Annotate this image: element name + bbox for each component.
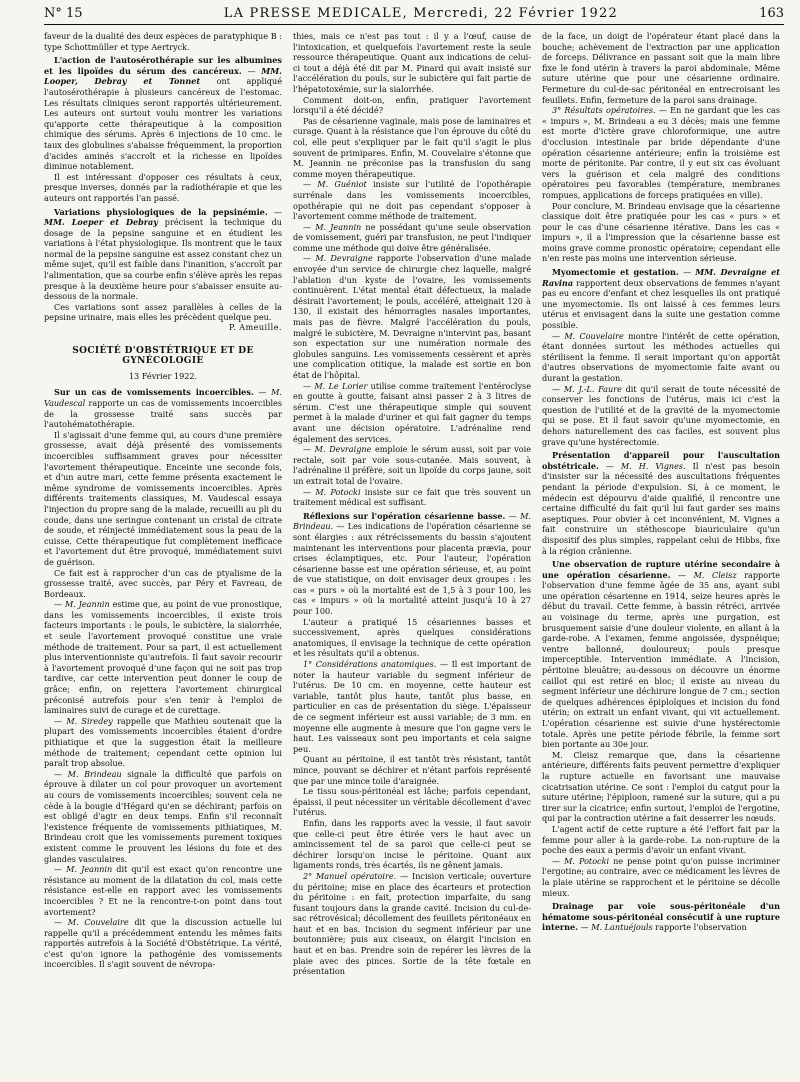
page-number: 163 (759, 6, 784, 21)
article-body: précisent la technique du dosage de la pepsine sanguine et en étudient les variations à l'état physiologique. Ils montrent que le taux normal de la pepsine sanguine est assez constant chez un même sujet, qu'il est faible dans l'inanition, s'accroît par l'alimentation, que sa courbe enfin s'élève après les repas presque à la deuxième heure pour s'abaisser ensuite au-dessous de la normale. (44, 217, 282, 302)
column-2 (293, 31, 531, 977)
paragraph: M. Cleisz remarque que, dans la césarienne antérieure, différents faits peuvent permettre d'expliquer la rupture actuelle en favorisant une mauvaise cicatrisation utérine. Ce sont : l'emploi du catgut pour la suture utérine; l'épiploon, ramené sur la suture, qui a pu tirer sur la cicatrice; enfin surtout, l'emploi de l'ergotine, qui par la contraction utérine a fait desserrer les nœuds. (542, 749, 780, 824)
article-title: Présentation d'appareil pour l'auscultation obstétricale. (542, 450, 780, 471)
paragraph: faveur de la dualité des deux espèces de paratyphique B : type Schottmüller et type Aertryck. (44, 31, 282, 52)
paragraph: — M. Couvelaire montre l'intérêt de cette opération, étant données surtout les méthodes actuelles qui stérilisent la femme. Il serait important qu'on apportât d'autres observations de myomectomie faite avant ou durant la gestation. (542, 330, 780, 383)
author: M. Cleisz (693, 569, 737, 580)
author: M. Devraigne (315, 253, 373, 264)
article-body: rapporte l'observation d'une femme âgée de 35 ans, ayant subi une opération césarienne en 1914, seize heures après le début du travail. Cette femme, à bassin rétréci, arrivée au voisinage du terme, après une purgation, est brusquement saisie d'une douleur violente, en allant à la garde-robe. A l'examen, femme angoissée, dyspnéique; ventre ballonné, douloureux; pouls presque imperceptible. Intervention immédiate. A l'incision, péritoine bleuâtre; au-dessous on découvre un énorme caillot qui est retiré en bloc; il existe au niveau du segment inférieur une déchirure longue de 7 cm.; section de quelques adhérences épiploïques et incision du fond utérin; on extrait un enfant vivant, qui vit actuellement. L'opération césarienne est suivie d'une hystérectomie totale. Après une petite période fébrile, la femme sort bien portante au 30e jour. (542, 569, 780, 750)
paragraph-body: estime que, au point de vue pronostique, dans les vomissements incoercibles, il existe trois facteurs importants : le pouls, le subictère, la sialorrhée, et seule l'avortement provoqué constitue une vraie méthode de traitement. Pour sa part, il est actuellement plus interventionniste qu'autrefois. Il faut savoir recourir à l'avortement provoqué d'une façon qui ne soit pas trop tardive, car cette intervention peut donner le coup de grâce; enfin, on rejettera l'avortement chirurgical préconisé autrefois pour s'en tenir à l'emploi de laminaires suivi de curage et de curettage. (44, 599, 282, 716)
paragraph-body: rappelle que Mathieu soutenait que la plupart des vomissements incoercibles étaient d'ordre pithiatique et que la suggestion était la meilleure méthode de traitement; cependant cette opinion lui paraît trop absolue. (44, 715, 283, 769)
paragraph-body: — Il est important de noter la hauteur variable du segment inférieur de l'utérus. De 10 cm. en moyenne, cette hauteur est variable, tantôt plus haute, tantôt plus basse, en particulier en cas de présentation du siège. L'épaisseur de ce segment inférieur est aussi variable; de 3 mm. en moyenne elle augmente à mesure que l'on gagne vers le haut. Les vaisseaux sont peu importants et cela saigne peu. (293, 659, 531, 754)
paragraph-body: — En ne gardant que les cas « impurs », M. Brindeau a eu 3 décès; mais une femme est morte d'ictère grave chloroformique, une autre d'occlusion intestinale par bride dépendante d'une opération césarienne antérieure; enfin la troisième est morte de péritonite. Par contre, il y eut six cas évoluant vers la guérison et cela malgré des conditions opératoires peu favorables (température, membranes rompues, applications de forceps pratiquées en ville). (542, 105, 780, 200)
paragraph: Enfin, dans les rapports avec la vessie, il faut savoir que celle-ci peut être étirée vers le haut avec un amincissement tel de sa paroi que celle-ci peut se déchirer lorsqu'on incise le péritoine. Quant aux ligaments ronds, très écartés, ils ne gênent jamais. (293, 817, 531, 871)
paragraph: Ces variations sont assez parallèles à celles de la pepsine urinaire, mais elles les précèdent quelque peu. (44, 301, 282, 323)
subsection-label: 3° Résultats opératoires. (552, 105, 656, 116)
author: M. J.-L. Faure (563, 383, 622, 394)
paragraph: de la face, un doigt de l'opérateur étant placé dans la bouche; achèvement de l'extraction par une application de forceps. Délivrance en passant soit que la main libre fixe le fond utérin à travers la paroi abdominale. Même suture utérine que pour une césarienne ordinaire. Fermeture du cul-de-sac péritonéal en entrecroisant les feuillets. Enfin, fermeture de la paroi sans drainage. (542, 31, 780, 105)
paragraph-body: utilise comme traitement l'entéroclyse en goutte à goutte, faisant ainsi passer 2 à 3 litres de sérum. C'est une thérapeutique simple qui souvent permet à la malade d'uriner et qui fait gagner du temps avant une décision opératoire. L'adrénaline rend également des services. (293, 380, 531, 444)
paragraph (293, 871, 531, 977)
paragraph-body: dit qu'il serait de toute nécessité de conserver les fonctions de l'utérus, mais ici c'est la question de l'utilité et de la gravité de la myomectomie qui se pose. Et il faut savoir qu'une myomectomie, en dehors naturellement des cas faciles, est souvent plus grave qu'une hystérectomie. (542, 383, 781, 447)
author: M. H. Vignes. (620, 460, 686, 471)
paragraph-body: emploie le sérum aussi, soit par voie rectale, soit par voie sous-cutanée. Mais souvent, à l'adrénaline il préfère, soit un lipoïde du corps jaune, soit un extrait total de l'ovaire. (293, 444, 531, 486)
paragraph: Il s'agissait d'une femme qui, au cours d'une première grossesse, avait déjà présenté des vomissements incoercibles suffisamment graves pour nécessiter l'avortement thérapeutique. Enceinte une seconde fois, et d'un autre mari, cette femme présenta exactement le même syndrome de vomissements incoercibles. Après différents traitements classiques, M. Vaudescal essaya l'injection du propre sang de la malade, recueilli au pli du coude, dans une seringue contenant un cristal de citrate de soude, et réinjecté immédiatement sous la peau de la cuisse. Cette thérapeutique fut complètement inefficace et l'avortement dut être provoqué, immédiatement suivi de guérison. (44, 429, 282, 567)
journal-title: LA PRESSE MEDICALE, Mercredi, 22 Février 1922 (223, 6, 618, 21)
paragraph-body: ne pense point qu'on puisse incriminer l'ergotine; au contraire, avec ce médicament les lèvres de la plaie utérine se rapprochent et le péritoine se décolle mieux. (542, 855, 781, 898)
section-date: 13 Février 1922. (128, 370, 198, 381)
paragraph: thies, mais ce n'est pas tout : il y a l'œuf, cause de l'intoxication, et quelquefois l'avortement reste la seule ressource thérapeutique. Quant aux indications de celui-ci tout a déjà été dit par M. Pinard qui avait insisté sur l'accélération du pouls, sur le subictère qui fait partie de l'hépatotoxémie, sur la sialorrhée. (293, 31, 531, 94)
article-body: Les indications de l'opération césarienne se sont élargies : aux rétrécissements du bassin s'ajoutent maintenant les interventions pour placenta prævia, pour crises éclamptiques, etc. Pour l'auteur, l'opération césarienne basse est une opération sérieuse, et, au point de vue statistique, on doit envisager deux groupes : les cas « purs » où la mortalité est de 1,5 à 3 pour 100, les cas « impurs » où la mortalité atteint jusqu'à 10 à 27 pour 100. (293, 521, 531, 617)
author: M. Siredey (66, 715, 113, 726)
paragraph: L'auteur a pratiqué 15 césariennes basses et successivement, après quelques considérations anatomiques, il envisage la technique de cette opération et les résultats qu'il a obtenus. (293, 616, 531, 659)
article-body: rapporte un cas de vomissements incoercibles de la grossesse traité sans succès par l'autohématothérapie. (44, 398, 283, 430)
paragraph: Ce fait est à rapprocher d'un cas de ptyalisme de la grossesse traité, avec succès, par Péry et Favreau, de Bordeaux. (44, 567, 282, 599)
authors: MM. Loeper et Debray (44, 217, 158, 228)
article-title: Drainage par voie sous-péritonéale d'un hématome sous-péritonéal consécutif à une rupture interne. (542, 901, 780, 933)
paragraph-body: — Incision verticale; ouverture du péritoine; mise en place des écarteurs et protection du péritoine : en fait, protection imparfaite, du sang fusant toujours dans la grande cavité. Incision du cul-de-sac rétrovésical; décollement des feuillets péritonéaux en haut et en bas. Incision du segment inférieur par une boutonnière; puis aux ciseaux, on élargit l'incision en haut et en bas. Prendre soin de repérer les lèvres de la plaie avec des pinces. Sortie de la tête fœtale en présentation (293, 870, 531, 977)
issue-number: N° 15 (44, 6, 83, 21)
article-title: L'action de l'autosérothérapie sur les albumines et les lipoïdes du sérum des cancéreux. (44, 55, 282, 76)
paragraph-body: signale la difficulté que parfois on éprouve à dilater un col pour provoquer un avortement au cours de vomissements incoercibles; souvent cela ne cède à la bougie d'Hégard qu'en se déchirant; parfois on est obligé d'agir en deux temps. Enfin s'il reconnaît l'existence fréquente de vomissements pithiatiques, M. Brindeau croit que les vomissements purement toxiques existent comme le prouvent les lésions du foie et des glandes vasculaires. (44, 768, 283, 864)
paragraph-body: insiste sur ce fait que très souvent un traitement médical est suffisant. (293, 486, 531, 508)
author: M. Devraigne (314, 444, 372, 455)
article-title: Variations physiologiques de la pepsinémie. (54, 206, 268, 217)
paragraph-body: dit qu'il est exact qu'on rencontre une résistance au moment de la dilatation du col, mais cette résistance est-elle en rapport avec les vomissements incoercibles ? Et ne la rencontre-t-on point dans tout avortement? (44, 864, 282, 917)
paragraph: — M. Jeannin dit qu'il est exact qu'on rencontre une résistance au moment de la dilatation du col, mais cette résistance est-elle en rapport avec les vomissements incoercibles ? Et ne la rencontre-t-on point dans tout avortement? (44, 864, 282, 917)
article-auscultation: Présentation d'appareil pour l'auscultation obstétricale. — M. H. Vignes. Il n'est pas besoin d'insister sur la nécessité des auscultations fréquentes pendant la période d'expulsion. Si, à ce moment, le médecin est dépourvu d'aide qualifié, il rencontre une certaine difficulté du fait qu'il lui faut garder ses mains aseptiques. Pour obvier à cet inconvénient, M. Vignes a fait construire un stéthoscope biauriculaire qu'un dispositif des plus simples, rappelant celui de Hibbs, fixe à la région crânienne. (542, 450, 781, 556)
article-body: rapportent deux observations de femmes n'ayant pas eu encore d'enfant et chez lesquelles ils ont pratiqué une myomectomie. Ils ont laissé à ces femmes leurs utérus et envisagent dans la suite une gestation comme possible. (542, 277, 780, 331)
paragraph: — M. Potocki insiste sur ce fait que très souvent un traitement médical est suffisant. (293, 486, 531, 508)
section-title: SOCIÉTÉ D'OBSTÉTRIQUE ET DE GYNÉCOLOGIE (72, 345, 254, 367)
paragraph: — M. Brindeau signale la difficulté que parfois on éprouve à dilater un col pour provoquer un avortement au cours de vomissements incoercibles; souvent cela ne cède à la bougie d'Hégard qu'en se déchirant; parfois on est obligé d'agir en deux temps. Enfin s'il reconnaît l'existence fréquente de vomissements pithiatiques, M. Brindeau croit que les vomissements purement toxiques existent comme le prouvent les lésions du foie et des glandes vasculaires. (44, 768, 283, 864)
paragraph: — M. Guéniot insiste sur l'utilité de l'opothérapie surrénale dans les vomissements incoercibles, opothérapie qui ne doit pas cependant s'opposer à l'avortement comme méthode de traitement. (293, 179, 532, 222)
paragraph (293, 659, 531, 754)
article-vomissements: Sur un cas de vomissements incoercibles. — M. Vaudescal rapporte un cas de vomissements incoercibles de la grossesse traité sans succès par l'autohématothérapie. (44, 387, 283, 430)
article-title: Réflexions sur l'opération césarienne basse. (303, 510, 506, 521)
article-cesarienne: Réflexions sur l'opération césarienne basse. — M. Brindeau. — Les indications de l'opération césarienne se sont élargies : aux rétrécissements du bassin s'ajoutent maintenant les interventions pour placenta prævia, pour crises éclamptiques, etc. Pour l'auteur, l'opération césarienne basse est une opération sérieuse, et, au point de vue statistique, on doit envisager deux groupes : les cas « purs » où la mortalité est de 1,5 à 3 pour 100, les cas « impurs » où la mortalité atteint jusqu'à 10 à 27 pour 100. (293, 510, 531, 617)
paragraph: Pas de césarienne vaginale, mais pose de laminaires et curage. Quant à la résistance que l'on éprouve du côté du col, elle peut s'expliquer par le fait qu'il s'agit le plus souvent de primipares. Enfin, M. Couvelaire s'étonne que M. Jeannin ne préconise pas la transfusion du sang comme moyen thérapeutique. (293, 115, 531, 179)
article-title: Myomectomie et gestation. (552, 267, 679, 278)
columns (44, 31, 784, 977)
paragraph: Quant au péritoine, il est tantôt très résistant, tantôt mince, pouvant se déchirer et n'étant parfois représenté que par une mince toile d'araignée. (293, 754, 531, 786)
article-body: rapporte l'observation (655, 922, 747, 933)
running-header (44, 6, 784, 25)
paragraph-body: dit que la discussion actuelle lui rappelle qu'il a précédemment entendu les mêmes faits rapportés autrefois à la Société d'Obstétrique. La vérité, c'est qu'on ignore la pathogénie des vomissements incoercibles. Il s'agit souvent de névropa- (44, 917, 282, 970)
paragraph: — M. Couvelaire dit que la discussion actuelle lui rappelle qu'il a précédemment entendu les mêmes faits rapportés autrefois à la Société d'Obstétrique. La vérité, c'est qu'on ignore la pathogénie des vomissements incoercibles. Il s'agit souvent de névropa- (44, 917, 282, 970)
paragraph: — M. Le Lorier utilise comme traitement l'entéroclyse en goutte à goutte, faisant ainsi passer 2 à 3 litres de sérum. C'est une thérapeutique simple qui souvent permet à la malade d'uriner et qui fait gagner du temps avant une décision opératoire. L'adrénaline rend également des services. (293, 380, 531, 444)
paragraph-body: rapporte l'observation d'une malade envoyée d'un service de chirurgie chez laquelle, malgré l'ablation d'un kyste de l'ovaire, les vomissements continuèrent. L'état mental était défectueux, la malade désirait l'avortement; le pouls, accéléré, atteignait 120 à 130, il existait des hémorragies nasales importantes, mais pas de fièvre. Malgré l'accélération du pouls, malgré le subictère, M. Devraigne n'intervint pas, basant son expectation sur une numération normale des globules sanguins. Les vomissements cessèrent et après une complication otitique, la malade est sortie en bon état de l'hôpital. (293, 253, 531, 380)
paragraph: — M. Devraigne emploie le sérum aussi, soit par voie rectale, soit par voie sous-cutanée. Mais souvent, à l'adrénaline il préfère, soit un lipoïde du corps jaune, soit un extrait total de l'ovaire. (293, 444, 531, 486)
article-autoserotherapie: L'action de l'autosérothérapie sur les albumines et les lipoïdes du sérum des cancéreux. — MM. Looper, Debray et Tonnet ont appliqué l'autosérothérapie à plusieurs cancéreux de l'estomac. Les résultats cliniques seront rapportés ultérieurement. Les auteurs ont surtout voulu montrer les variations qu'apporte cette thérapeutique à la composition chimique des sérums. Après 6 injections de 10 cmc. le taux des globulines s'abaisse fréquemment, la proportion d'acides aminés s'accroît et la richesse en lipoïdes diminue notablement. (44, 55, 282, 172)
article-pepsinemie: Variations physiologiques de la pepsinémie. — MM. Loeper et Debray précisent la technique du dosage de la pepsine sanguine et en étudient les variations à l'état physiologique. Ils montrent que le taux normal de la pepsine sanguine est assez constant chez un même sujet, qu'il est faible dans l'inanition, s'accroît par l'alimentation, que sa courbe enfin s'élève après les repas presque à la deuxième heure pour s'abaisser ensuite au-dessous de la normale. (44, 206, 282, 302)
paragraph: Comment doit-on, enfin, pratiquer l'avortement lorsqu'il a été décidé? (293, 94, 531, 116)
article-rupture: Une observation de rupture utérine secondaire à une opération césarienne. — M. Cleisz rapporte l'observation d'une femme âgée de 35 ans, ayant subi une opération césarienne en 1914, seize heures après le début du travail. Cette femme, à bassin rétréci, arrivée au voisinage du terme, après une purgation, est brusquement saisie d'une douleur violente, en allant à la garde-robe. A l'examen, femme angoissée, dyspnéique; ventre ballonné, douloureux; pouls presque imperceptible. Intervention immédiate. A l'incision, péritoine bleuâtre; au-dessous on découvre un énorme caillot qui est retiré en bloc; il existe au niveau du segment inférieur une déchirure longue de 7 cm.; section de quelques adhérences épiploïques et incision du fond utérin; on extrait un enfant vivant, qui vit actuellement. L'opération césarienne est suivie d'une hystérectomie totale. Après une petite période fébrile, la femme sort bien portante au 30e jour. (542, 559, 780, 750)
paragraph (542, 105, 780, 200)
article-drainage: Drainage par voie sous-péritonéale d'un hématome sous-péritonéal consécutif à une rupture interne. — M. Lantuéjouls rapporte l'observation (542, 901, 780, 933)
paragraph-body: insiste sur l'utilité de l'opothérapie surrénale dans les vomissements incoercibles, opothérapie qui ne doit pas cependant s'opposer à l'avortement comme méthode de traitement. (293, 179, 532, 222)
paragraph: Il est intéressant d'opposer ces résultats à ceux, presque inverses, donnés par la radiothérapie et que les auteurs ont rapportés l'an passé. (44, 171, 282, 203)
paragraph: — M. Jeannin ne possédant qu'une seule observation de vomissement, guéri par transfusion, ne peut l'indiquer comme une méthode qui doive être généralisée. (293, 221, 531, 253)
author: M. Jeannin (315, 221, 362, 232)
author: M. Vaudescal (44, 387, 282, 408)
author: M. Potocki (315, 486, 361, 497)
column-3 (542, 31, 780, 977)
author: M. Le Lorier (314, 380, 368, 391)
subsection-label: 1° Considérations anatomiques. (303, 659, 437, 670)
paragraph: Le tissu sous-péritonéal est lâche; parfois cependant, épaissi, il peut nécessiter un véritable décollement d'avec l'utérus. (293, 786, 531, 818)
author: M. Couvelaire (564, 330, 624, 341)
signature: P. Ameuille. (228, 323, 282, 333)
authors: MM. Looper, Debray et Tonnet (44, 65, 282, 87)
article-title: Sur un cas de vomissements incoercibles. (54, 387, 254, 398)
article-body: Il n'est pas besoin d'insister sur la nécessité des auscultations fréquentes pendant la période d'expulsion. Si, à ce moment, le médecin est dépourvu d'aide qualifié, il rencontre une certaine difficulté du fait qu'il lui faut garder ses mains aseptiques. Pour obvier à cet inconvénient, M. Vignes a fait construire un stéthoscope biauriculaire qu'un dispositif des plus simples, rappelant celui de Hibbs, fixe à la région crânienne. (542, 460, 781, 556)
author: M. Jeannin (66, 864, 113, 875)
paragraph: — M. Siredey rappelle que Mathieu soutenait que la plupart des vomissements incoercibles étaient d'ordre pithiatique et que la suggestion était la meilleure méthode de traitement; cependant cette opinion lui paraît trop absolue. (44, 715, 283, 769)
author: M. Guéniot (317, 179, 367, 190)
paragraph: Pour conclure, M. Brindeau envisage que la césarienne classique doit être pratiquée pour les cas « purs » et pour le cas d'une césarienne itérative. Dans les cas « impurs », il a l'impression que la césarienne basse est moins grave comme pronostic opératoire; cependant elle n'en reste pas moins une intervention sérieuse. (542, 200, 780, 264)
paragraph-body: montre l'intérêt de cette opération, étant données surtout les méthodes actuelles qui stérilisent la femme. Il serait important qu'on apportât d'autres observations de myomectomie faite avant ou durant la gestation. (542, 330, 780, 383)
author: M. Jeannin (64, 599, 110, 610)
author: M. Brindeau. (293, 510, 531, 532)
paragraph: — M. Potocki ne pense point qu'on puisse incriminer l'ergotine; au contraire, avec ce médicament les lèvres de la plaie utérine se rapprochent et le péritoine se décolle mieux. (542, 855, 781, 898)
paragraph: — M. J.-L. Faure dit qu'il serait de toute nécessité de conserver les fonctions de l'utérus, mais ici c'est la question de l'utilité et de la gravité de la myomectomie qui se pose. Et il faut savoir qu'une myomectomie, en dehors naturellement des cas faciles, est souvent plus grave qu'une hystérectomie. (542, 383, 781, 447)
author: M. Potocki (564, 855, 610, 866)
subsection-label: 2° Manuel opératoire. (303, 870, 397, 881)
article-body: ont appliqué l'autosérothérapie à plusieurs cancéreux de l'estomac. Les résultats cliniques seront rapportés ultérieurement. Les auteurs ont surtout voulu montrer les variations qu'apporte cette thérapeutique à la composition chimique des sérums. Après 6 injections de 10 cmc. le taux des globulines s'abaisse fréquemment, la proportion d'acides aminés s'accroît et la richesse en lipoïdes diminue notablement. (44, 76, 282, 172)
author: M. Lantuéjouls (591, 922, 653, 933)
paragraph: — M. Jeannin estime que, au point de vue pronostique, dans les vomissements incoercibles, il existe trois facteurs importants : le pouls, le subictère, la sialorrhée, et seule l'avortement provoqué constitue une vraie méthode de traitement. Pour sa part, il est actuellement plus interventionniste qu'autrefois. Il faut savoir recourir à l'avortement provoqué d'une façon qui ne soit pas trop tardive, car cette intervention peut donner le coup de grâce; enfin, on rejettera l'avortement chirurgical préconisé autrefois pour s'en tenir à l'emploi de laminaires suivi de curage et de curettage. (44, 599, 282, 716)
authors: MM. Devraigne et Ravina (542, 267, 780, 288)
article-myomectomie: Myomectomie et gestation. — MM. Devraigne et Ravina rapportent deux observations de femmes n'ayant pas eu encore d'enfant et chez lesquelles ils ont pratiqué une myomectomie. Ils ont laissé à ces femmes leurs utérus et envisagent dans la suite une gestation comme possible. (542, 267, 780, 331)
article-title: Une observation de rupture utérine secondaire à une opération césarienne. (542, 559, 780, 580)
paragraph: — M. Devraigne rapporte l'observation d'une malade envoyée d'un service de chirurgie chez laquelle, malgré l'ablation d'un kyste de l'ovaire, les vomissements continuèrent. L'état mental était défectueux, la malade désirait l'avortement; le pouls, accéléré, atteignait 120 à 130, il existait des hémorragies nasales importantes, mais pas de fièvre. Malgré l'accélération du pouls, malgré le subictère, M. Devraigne n'intervint pas, basant son expectation sur une numération normale des globules sanguins. Les vomissements cessèrent et après une complication otitique, la malade est sortie en bon état de l'hôpital. (293, 253, 531, 380)
paragraph: L'agent actif de cette rupture a été l'effort fait par la femme pour aller à la garde-robe. La non-rupture de la poche des eaux a permis d'avoir un enfant vivant. (542, 823, 780, 856)
paragraph-body: ne possédant qu'une seule observation de vomissement, guéri par transfusion, ne peut l'indiquer comme une méthode qui doive être généralisée. (293, 221, 531, 253)
column-1 (44, 31, 282, 977)
author: M. Brindeau (67, 768, 122, 779)
author: M. Couvelaire (67, 917, 129, 928)
